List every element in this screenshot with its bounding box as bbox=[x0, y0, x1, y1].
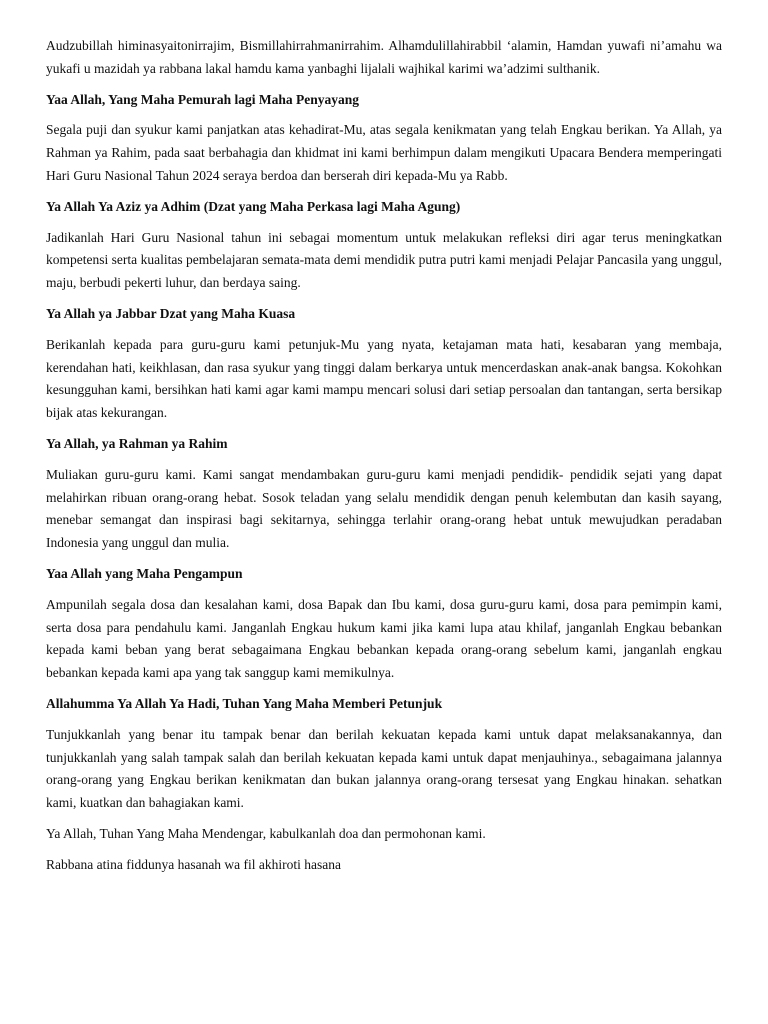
section-heading-aziz: Ya Allah Ya Aziz ya Adhim (Dzat yang Maha Perkasa lagi Maha Agung) bbox=[46, 198, 461, 214]
section-heading-hadi: Allahumma Ya Allah Ya Hadi, Tuhan Yang Maha Memberi Petunjuk bbox=[46, 695, 443, 711]
section-body-hadi: Tunjukkanlah yang benar itu tampak benar dan berilah kekuatan kepada kami untuk dapat melaksanakannya, dan tunjukkanlah yang salah tampak salah dan berilah kekuatan kepada kami untuk dapat menjauhinya., sebagaimana jalannya orang-orang yang Engkau berikan kenikmatan dan bukan jalannya orang-orang tersesat yang Engkau hinakan. sehatkan kami, kuatkan dan bahagiakan kami. bbox=[46, 726, 722, 811]
section-heading-pengampun: Yaa Allah yang Maha Pengampun bbox=[46, 565, 243, 581]
section-body-pengampun: Ampunilah segala dosa dan kesalahan kami, dosa Bapak dan Ibu kami, dosa guru-guru kami, dosa para pemimpin kami, serta dosa para pendahulu kami. Janganlah Engkau hukum kami jika kami lupa atau khilaf, janganlah Engkau bebankan kepada kami beban yang berat sebagaimana Engkau bebankan kepada orang-orang sebelum kami, janganlah engkau bebankan kepada kami apa yang tak sanggup kami memikulnya. bbox=[46, 596, 722, 681]
opening-paragraph: Audzubillah himinasyaitonirrajim, Bismillahirrahmanirrahim. Alhamdulillahirabbil ‘alamin, Hamdan yuwafi ni’amahu wa yukafi u mazidah ya rabbana lakal hamdu kama yanbaghi lijalali wajhikal karimi wa’adzimi sulthanik. bbox=[46, 38, 722, 76]
section-body-jabbar: Berikanlah kepada para guru-guru kami petunjuk-Mu yang nyata, ketajaman mata hati, kesabaran yang membaja, kerendahan hati, keikhlasan, dan rasa syukur yang tinggi dalam berkarya untuk mencerdaskan anak-anak bangsa. Kokohkan kesungguhan kami, bersihkan hati kami agar kami mampu mencari solusi dari setiap persoalan dan tantangan, serta bersikap bijak atas kekurangan. bbox=[46, 336, 722, 421]
section-heading-rahman: Ya Allah, ya Rahman ya Rahim bbox=[46, 435, 228, 451]
section-body-rahman: Muliakan guru-guru kami. Kami sangat mendambakan guru-guru kami menjadi pendidik- pendidik sejati yang dapat melahirkan ribuan orang-orang hebat. Sosok teladan yang selalu mendidik dengan penuh kelembutan dan kasih sayang, menebar semangat dan inspirasi bagi sekitarnya, sehingga terlahir orang-orang hebat untuk mewujudkan peradaban Indonesia yang unggul dan mulia. bbox=[46, 466, 722, 551]
section-body-pemurah: Segala puji dan syukur kami panjatkan atas kehadirat-Mu, atas segala kenikmatan yang telah Engkau berikan. Ya Allah, ya Rahman ya Rahim, pada saat berbahagia dan khidmat ini kami berhimpun dalam mengikuti Upacara Bendera memperingati Hari Guru Nasional Tahun 2024 seraya berdoa dan berserah diri kepada-Mu ya Rabb. bbox=[46, 122, 722, 183]
document-page bbox=[46, 35, 722, 885]
section-heading-pemurah: Yaa Allah, Yang Maha Pemurah lagi Maha Penyayang bbox=[46, 91, 360, 107]
closing-line-1: Ya Allah, Tuhan Yang Maha Mendengar, kabulkanlah doa dan permohonan kami. bbox=[46, 825, 486, 841]
section-body-aziz: Jadikanlah Hari Guru Nasional tahun ini sebagai momentum untuk melakukan refleksi diri agar terus meningkatkan kompetensi serta kualitas pembelajaran semata-mata demi mendidik putra putri kami menjadi Pelajar Pancasila yang unggul, maju, berbudi pekerti luhur, dan berdaya saing. bbox=[46, 229, 722, 291]
section-heading-jabbar: Ya Allah ya Jabbar Dzat yang Maha Kuasa bbox=[46, 305, 296, 321]
closing-line-2: Rabbana atina fiddunya hasanah wa fil akhiroti hasana bbox=[46, 856, 342, 872]
